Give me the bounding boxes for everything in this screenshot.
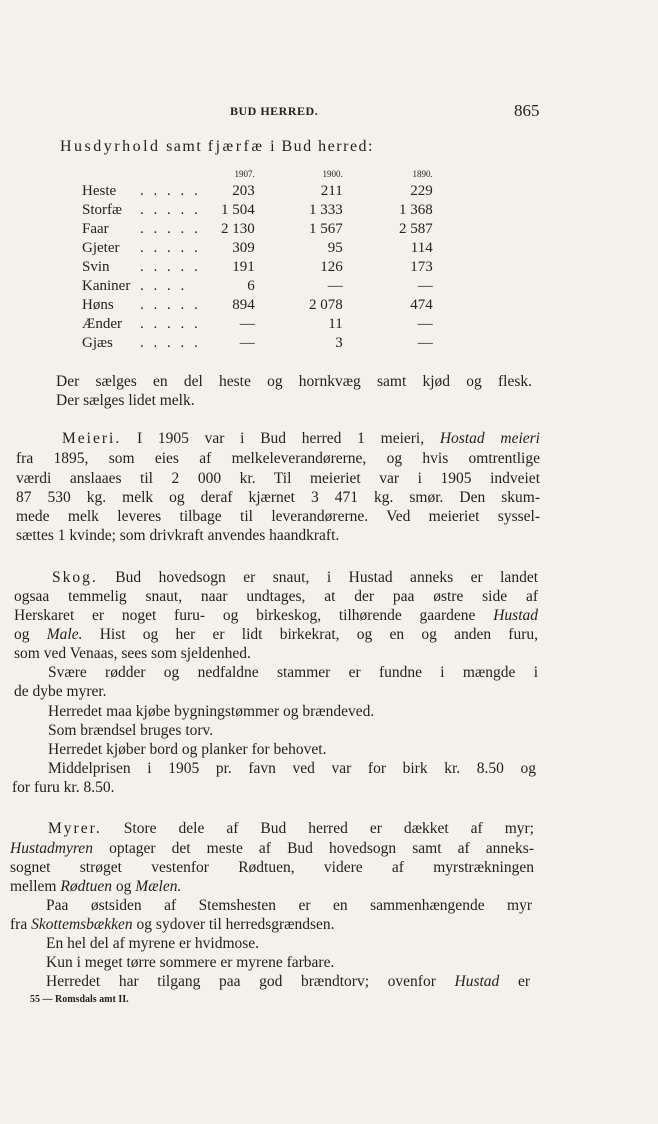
text-line: 87 530 kg. melk og deraf kjærnet 3 471 kg. smør. Den skum-: [16, 489, 540, 506]
animal-name: Svin: [82, 259, 110, 275]
text-line: Der sælges en del heste og hornkvæg samt kjød og flesk.: [56, 373, 532, 390]
signature-mark: 55 — Romsdals amt II.: [30, 994, 129, 1005]
count-1890: 229: [410, 183, 433, 199]
running-head: [0, 101, 658, 124]
count-1890: 173: [410, 259, 433, 275]
running-title: BUD HERRED.: [230, 104, 319, 118]
count-1900: 2 078: [309, 297, 343, 313]
text-line: Som brændsel bruges torv.: [48, 722, 214, 739]
count-1900: 1 567: [309, 221, 343, 237]
table-row: [82, 315, 433, 334]
text-line: Svære rødder og nedfaldne stammer er fundne i mængde i: [48, 664, 538, 681]
count-1900: 3: [335, 335, 343, 351]
count-1900: 211: [320, 183, 343, 199]
count-1890: 2 587: [399, 221, 433, 237]
leader-dots: . . . . .: [140, 297, 201, 313]
table-title-part: Husdyrhold: [60, 138, 161, 155]
text-line: værdi anslaaes til 2 000 kr. Til meieriet var i 1905 indveiet: [16, 470, 540, 487]
count-1907: 2 130: [221, 221, 255, 237]
animal-name: Faar: [82, 221, 109, 237]
leader-dots: . . . . .: [140, 316, 201, 332]
text-line: [14, 607, 538, 625]
section-heading: Skog.: [52, 569, 98, 586]
leader-dots: . . . . .: [140, 183, 201, 199]
count-1900: —: [327, 278, 343, 294]
text-line: sættes 1 kvinde; som drivkraft anvendes haandkraft.: [16, 527, 340, 544]
count-1907: 6: [247, 278, 255, 294]
table-title-part: i Bud herred:: [270, 138, 374, 155]
year-header: 1907.: [234, 169, 255, 179]
text-span: Herredet har tilgang paa god brændtorv; ovenfor: [46, 973, 436, 990]
text-line: ogsaa temmelig snaut, naar undtages, at der paa østre side af: [14, 588, 538, 605]
count-1900: 1 333: [309, 202, 343, 218]
year-header: 1890.: [412, 169, 433, 179]
count-1907: 203: [232, 183, 255, 199]
table-row: [82, 277, 433, 296]
text-line: Herredet maa kjøbe bygningstømmer og brændeved.: [48, 703, 375, 720]
count-1890: —: [417, 316, 433, 332]
count-1907: 1 504: [221, 202, 255, 218]
count-1890: 474: [410, 297, 433, 313]
year-header: 1900.: [322, 169, 343, 179]
text-span-italic: Hustad: [493, 607, 539, 624]
text-span: Herskaret er noget furu- og birkeskog, tilhørende gaardene: [14, 607, 476, 624]
leader-dots: . . . . .: [140, 202, 201, 218]
leader-dots: . . . . .: [140, 240, 201, 256]
animal-name: Ænder: [82, 316, 122, 332]
text-span: optager det meste af Bud hovedsogn samt af anneks-: [109, 840, 534, 857]
animal-name: Heste: [82, 183, 117, 199]
text-span-italic: Rødtuen: [60, 878, 113, 895]
text-span: er: [517, 973, 530, 990]
leader-dots: . . . . .: [140, 335, 201, 351]
text-line: sognet strøget vestenfor Rødtuen, videre af myrstrækningen: [10, 859, 534, 876]
table-row: [82, 258, 433, 277]
animal-name: Gjæs: [82, 335, 113, 351]
count-1907: —: [239, 316, 255, 332]
text-span: Hist og her er lidt birkekrat, og en og anden furu,: [99, 626, 539, 643]
text-line: [10, 878, 181, 896]
text-span: mellem: [10, 878, 57, 895]
text-span-italic: Hostad meieri: [439, 430, 540, 447]
table-header-row: [82, 168, 433, 182]
text-line: som ved Venaas, sees som sjeldenhed.: [14, 645, 251, 662]
count-1907: 309: [232, 240, 255, 256]
count-1890: 1 368: [399, 202, 433, 218]
text-line: Paa østsiden af Stemshesten er en sammenhængende myr: [46, 897, 532, 914]
animal-name: Høns: [82, 297, 114, 313]
table-title-part: samt: [166, 138, 203, 155]
text-line: for furu kr. 8.50.: [12, 779, 115, 796]
animal-name: Storfæ: [82, 202, 123, 218]
animal-name: Kaniner: [82, 278, 131, 294]
count-1900: 126: [320, 259, 343, 275]
text-span: Bud hovedsogn er snaut, i Hustad anneks er landet: [115, 569, 539, 586]
text-line: Der sælges lidet melk.: [56, 392, 195, 409]
text-line: mede melk leveres tilbage til leverandørerne. Ved meieriet syssel-: [16, 508, 540, 525]
text-span-italic: Hustadmyren: [10, 840, 93, 857]
text-line: [48, 820, 534, 838]
text-line: de dybe myrer.: [14, 683, 107, 700]
livestock-table: [82, 168, 433, 353]
count-1900: 11: [328, 316, 343, 332]
text-line: [10, 840, 534, 858]
count-1890: 114: [410, 240, 433, 256]
table-row: [82, 334, 433, 353]
text-span: og: [115, 878, 132, 895]
text-line: [46, 973, 530, 991]
count-1890: —: [417, 335, 433, 351]
leader-dots: . . . .: [140, 278, 188, 294]
count-1900: 95: [327, 240, 343, 256]
text-line: En hel del af myrene er hvidmose.: [46, 935, 260, 952]
text-span: og sydover til herredsgrændsen.: [136, 916, 335, 933]
text-line: fra 1895, som eies af melkeleverandørerne, og hvis omtrentlige: [16, 450, 540, 467]
text-line: [10, 916, 335, 934]
section-heading: Meieri.: [62, 430, 122, 447]
text-span: og: [14, 626, 30, 643]
count-1907: 191: [232, 259, 255, 275]
text-span-italic: Skottemsbækken: [31, 916, 133, 933]
text-line: [62, 430, 540, 448]
text-span: Store dele af Bud herred er dækket af myr;: [123, 820, 534, 837]
text-line: Middelprisen i 1905 pr. favn ved var for birk kr. 8.50 og: [48, 760, 536, 777]
count-1890: —: [417, 278, 433, 294]
table-title: [60, 138, 374, 156]
text-span-italic: Mælen.: [135, 878, 182, 895]
section-heading: Myrer.: [48, 820, 102, 837]
leader-dots: . . . . .: [140, 259, 201, 275]
count-1907: —: [239, 335, 255, 351]
text-line: Herredet kjøber bord og planker for behovet.: [48, 741, 327, 758]
text-line: Kun i meget tørre sommere er myrene farbare.: [46, 954, 335, 971]
text-span-italic: Male.: [46, 626, 83, 643]
text-line: [14, 626, 538, 644]
table-row: [82, 239, 433, 258]
leader-dots: . . . . .: [140, 221, 201, 237]
table-row: [82, 201, 433, 220]
text-line: [52, 569, 538, 587]
text-span: I 1905 var i Bud herred 1 meieri,: [136, 430, 425, 447]
text-span: fra: [10, 916, 28, 933]
table-row: [82, 182, 433, 201]
table-row: [82, 220, 433, 239]
table-title-part: fjærfæ: [207, 138, 265, 155]
table-row: [82, 296, 433, 315]
animal-name: Gjeter: [82, 240, 120, 256]
text-span-italic: Hustad: [454, 973, 500, 990]
page-number: 865: [514, 101, 540, 120]
count-1907: 894: [232, 297, 255, 313]
